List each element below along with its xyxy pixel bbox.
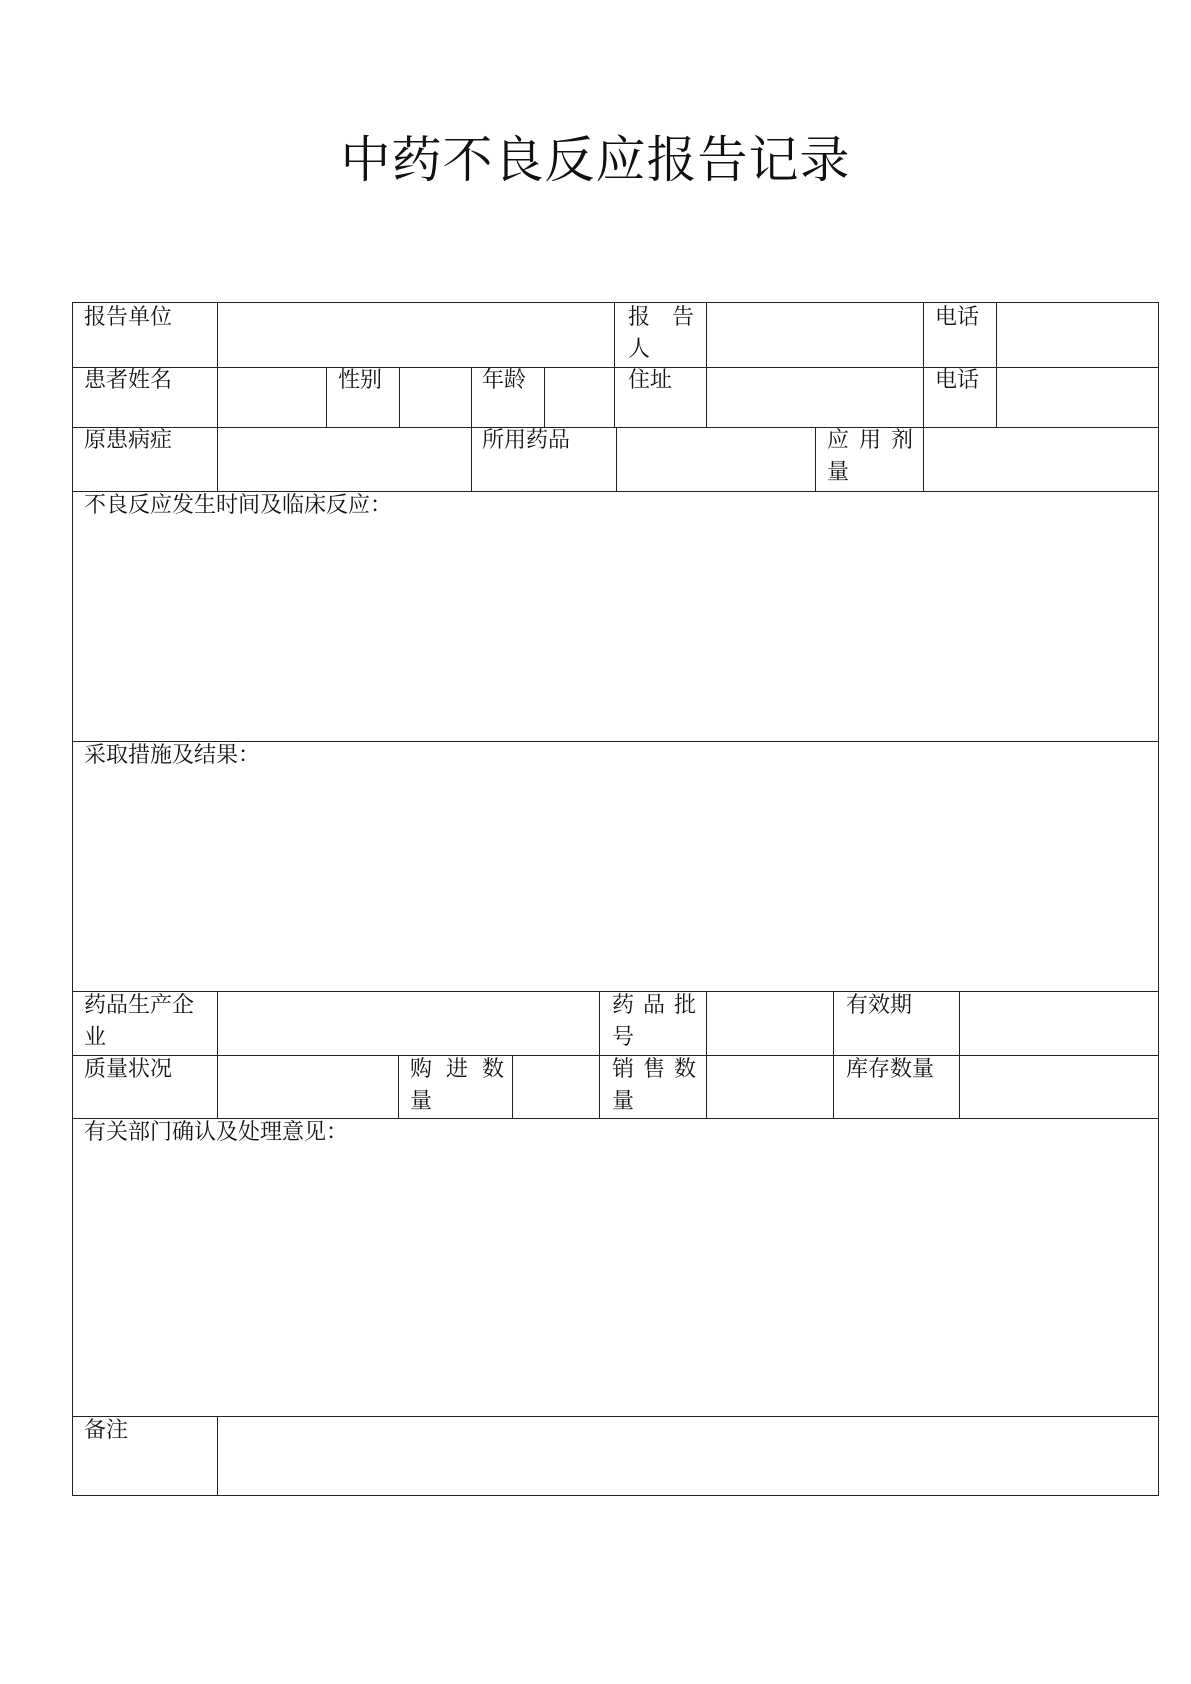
col-divider (614, 302, 615, 367)
batch-number-label: 药 品 批 号 (612, 993, 696, 1050)
drug-used-field[interactable] (617, 428, 815, 491)
quality-label: 质量状况 (84, 1057, 173, 1082)
drug-used-label: 所用药品 (482, 428, 571, 453)
col-divider (599, 991, 600, 1055)
adverse-reaction-form (72, 302, 1159, 1490)
age-label: 年龄 (482, 368, 527, 393)
sales-quantity-field[interactable] (707, 1056, 833, 1118)
reaction-label: 不良反应发生时间及临床反应： (84, 493, 393, 518)
address-field[interactable] (707, 368, 923, 427)
col-divider (326, 367, 327, 427)
gender-label: 性别 (338, 368, 383, 393)
col-divider (614, 367, 615, 427)
stock-quantity-label: 库存数量 (846, 1057, 935, 1082)
address-label: 住址 (628, 368, 673, 393)
col-divider (471, 367, 472, 427)
report-unit-field[interactable] (218, 303, 614, 367)
measures-label: 采取措施及结果： (84, 743, 261, 768)
reporter-field[interactable] (707, 303, 923, 367)
expiry-field[interactable] (960, 992, 1158, 1055)
reporter-phone-field[interactable] (997, 303, 1158, 367)
reporter-label: 报 告 人 (628, 305, 694, 362)
purchase-quantity-field[interactable] (513, 1056, 599, 1118)
col-divider (833, 991, 834, 1055)
original-disease-field[interactable] (218, 428, 471, 491)
col-divider (471, 427, 472, 491)
patient-name-label: 患者姓名 (84, 368, 173, 393)
age-field[interactable] (545, 368, 614, 427)
col-divider (398, 1055, 399, 1118)
gender-field[interactable] (400, 368, 471, 427)
original-disease-label: 原患病症 (84, 428, 173, 453)
quality-field[interactable] (218, 1056, 398, 1118)
department-opinion-field[interactable] (73, 1152, 1158, 1416)
manufacturer-label: 药品生产企业 (84, 993, 195, 1050)
patient-phone-field[interactable] (997, 368, 1158, 427)
form-border-right (1158, 302, 1159, 1496)
col-divider (833, 1055, 834, 1118)
page-title: 中药不良反应报告记录 (340, 131, 851, 189)
dosage-label: 应 用 剂 量 (827, 428, 913, 485)
manufacturer-field[interactable] (218, 992, 599, 1055)
remarks-label: 备注 (84, 1418, 129, 1443)
col-divider (815, 427, 816, 491)
purchase-quantity-label: 购 进 数 量 (410, 1057, 504, 1114)
reaction-field[interactable] (73, 524, 1158, 741)
col-divider (923, 367, 924, 427)
col-divider (599, 1055, 600, 1118)
dosage-field[interactable] (924, 428, 1158, 491)
measures-field[interactable] (73, 774, 1158, 991)
form-border-bottom (72, 1495, 1159, 1496)
patient-name-field[interactable] (218, 368, 326, 427)
batch-number-field[interactable] (707, 992, 833, 1055)
report-unit-label: 报告单位 (84, 305, 173, 330)
phone-label: 电话 (935, 305, 980, 330)
expiry-label: 有效期 (846, 993, 913, 1018)
sales-quantity-label: 销 售 数 量 (612, 1057, 696, 1114)
department-opinion-label: 有关部门确认及处理意见： (84, 1120, 349, 1145)
phone-label: 电话 (935, 368, 980, 393)
col-divider (923, 302, 924, 367)
stock-quantity-field[interactable] (960, 1056, 1158, 1118)
remarks-field[interactable] (218, 1417, 1158, 1495)
